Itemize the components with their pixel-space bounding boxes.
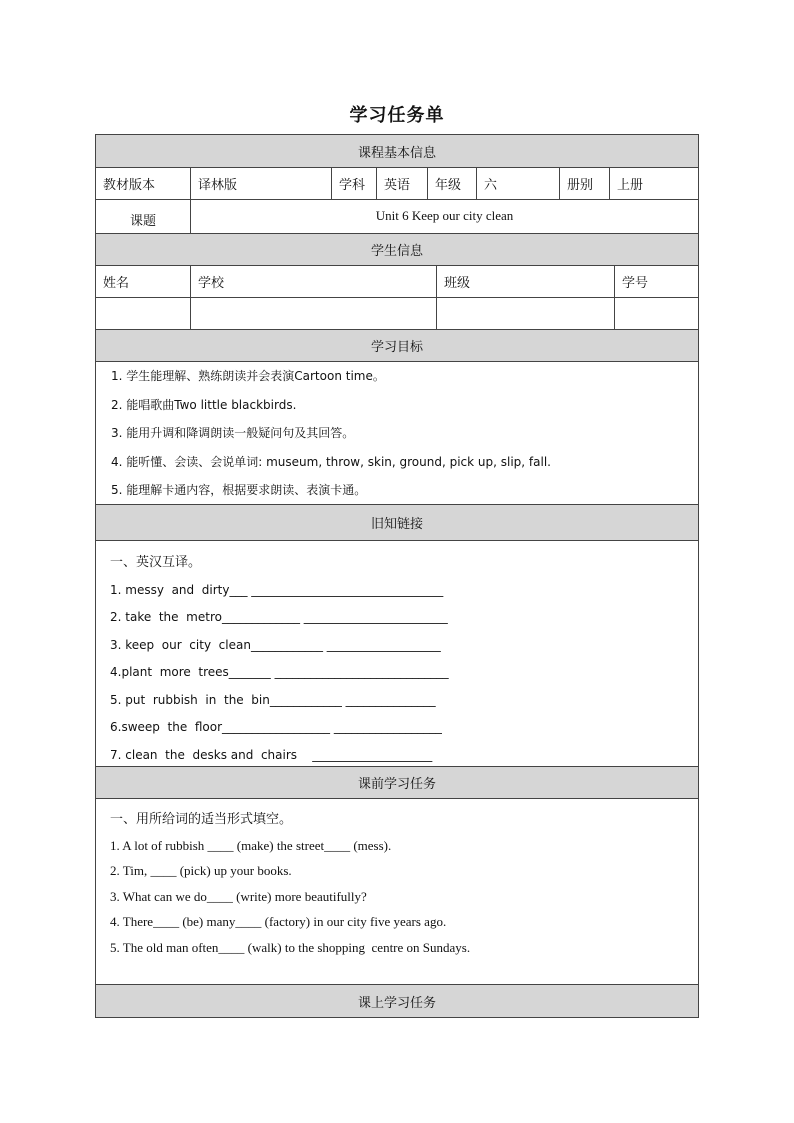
name-label: 姓名 [96,266,191,297]
page-title: 学习任务单 [349,105,445,126]
review-heading: 一、英汉互译。 [110,555,202,570]
topic-row [96,200,698,234]
pre-class-item: 4. There____ (be) many____ (factory) in our city five years ago. [110,914,447,929]
pre-class-body [96,799,698,985]
volume-value: 上册 [617,178,644,193]
section-title: 课上学习任务 [357,995,436,1011]
textbook-label: 教材版本 [96,168,191,199]
section-title: 旧知链接 [370,517,423,532]
pre-class-item: 1. A lot of rubbish ____ (make) the street____ (mess). [110,837,392,853]
name-field[interactable] [96,298,191,329]
pre-class-heading: 一、用所给词的适当形式填空。 [110,812,293,827]
goals-list [96,362,551,504]
section-header-student-info [96,234,698,266]
review-item: 7. clean the desks and chairs ____________________ [110,747,433,762]
goal-item: 3. 能用升调和降调朗读一般疑问句及其回答。 [111,426,355,440]
pre-class-list [96,799,470,984]
class-field[interactable] [437,298,615,329]
review-item: 2. take the metro_____________ ________________________ [110,610,448,624]
section-title: 学习目标 [370,340,423,355]
pre-class-item: 2. Tim, ____ (pick) up your books. [110,863,292,878]
review-list [96,541,449,766]
section-title: 学生信息 [370,244,423,259]
section-title: 课程基本信息 [357,145,436,161]
volume-label: 册别 [560,168,610,199]
subject-label: 学科 [332,168,377,199]
section-header-review [96,505,698,541]
class-label: 班级 [437,266,615,297]
pre-class-item: 5. The old man often____ (walk) to the shopping centre on Sundays. [110,939,471,955]
school-label: 学校 [191,266,437,297]
subject-value: 英语 [377,168,428,199]
section-header-pre-class [96,767,698,799]
section-header-goals [96,330,698,362]
school-field[interactable] [191,298,437,329]
basic-info-row [96,168,698,200]
grade-value: 六 [477,168,560,199]
review-item: 4.plant more trees_______ _____________________________ [110,665,449,679]
student-id-field[interactable] [615,298,698,329]
topic-label: 课题 [96,200,191,233]
goals-body [96,362,698,505]
section-header-basic-info [96,135,698,168]
student-input-row [96,298,698,330]
textbook-value: 译林版 [191,168,332,199]
review-item: 3. keep our city clean____________ ___________________ [110,637,441,652]
student-id-label: 学号 [622,276,649,291]
section-title: 课前学习任务 [357,777,436,792]
task-sheet-table [95,134,699,1018]
student-label-row [96,266,698,298]
goal-item: 4. 能听懂、会读、会说单词: museum, throw, skin, ground, pick up, slip, fall. [111,454,551,469]
topic-value: Unit 6 Keep our city clean [375,208,514,223]
review-body [96,541,698,767]
review-item: 5. put rubbish in the bin____________ _______________ [110,692,436,707]
section-header-in-class [96,985,698,1017]
goal-item: 2. 能唱歌曲Two little blackbirds. [111,397,297,412]
goal-item: 1. 学生能理解、熟练朗读并会表演Cartoon time。 [111,369,385,383]
grade-label: 年级 [428,168,477,199]
goal-item: 5. 能理解卡通内容，根据要求朗读、表演卡通。 [111,483,367,497]
pre-class-item: 3. What can we do____ (write) more beautifully? [110,888,367,904]
review-item: 6.sweep the floor__________________ __________________ [110,720,442,734]
review-item: 1. messy and dirty___ ________________________________ [110,582,444,597]
